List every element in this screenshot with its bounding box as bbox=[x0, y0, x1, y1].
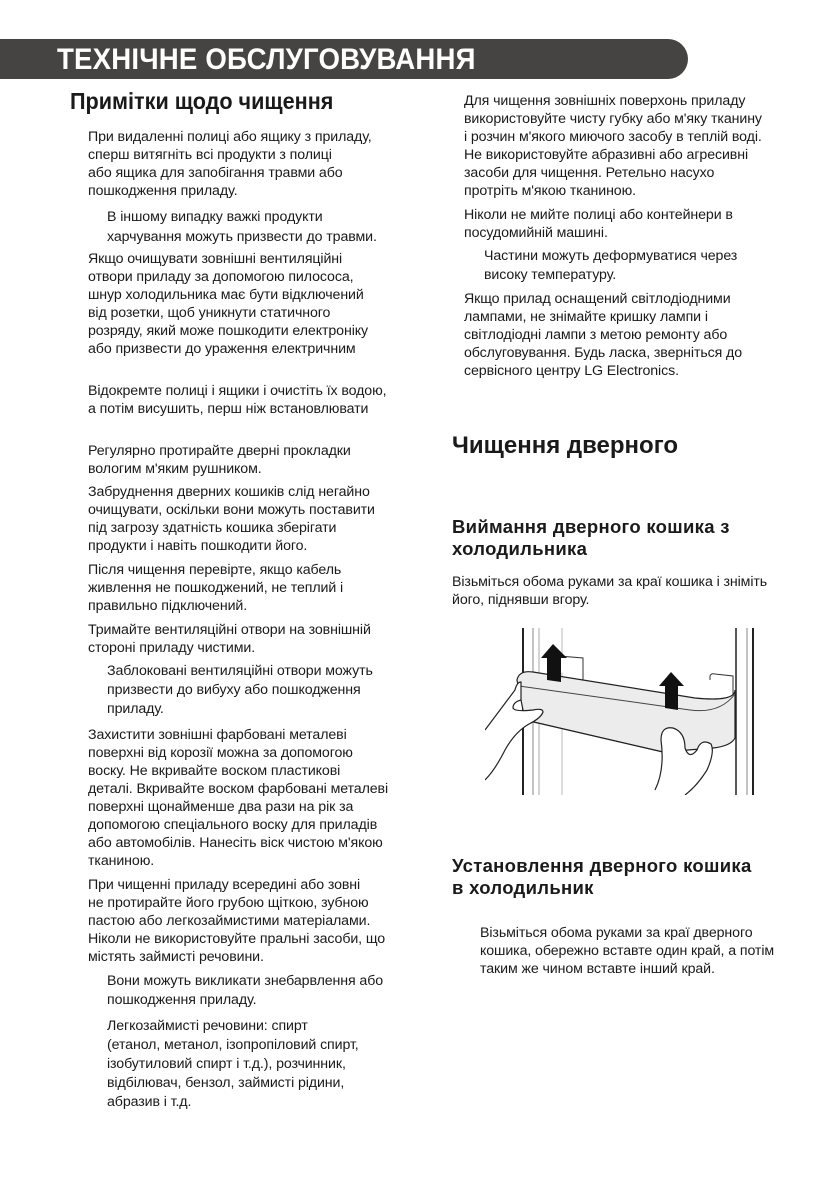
text-line: а потім висушить, перш ніж встановлювати bbox=[88, 401, 369, 417]
text-line: отвори приладу за допомогою пилососа, bbox=[88, 269, 354, 285]
text-line: і розчин м'якого миючого засобу в теплій воді. bbox=[464, 129, 762, 145]
cleaning-notes-heading: Примітки щодо чищення bbox=[70, 88, 334, 114]
text-line: абразив і т.д. bbox=[107, 1094, 192, 1110]
paragraph bbox=[464, 290, 742, 380]
paragraph bbox=[88, 483, 375, 555]
paragraph bbox=[88, 442, 351, 478]
note-paragraph bbox=[107, 662, 373, 719]
door-basket-removal-illustration bbox=[485, 620, 755, 795]
text-line: В іншому випадку важкі продукти bbox=[107, 209, 323, 225]
text-line: Частини можуть деформуватися через bbox=[484, 248, 738, 264]
hands-lifting-basket-icon bbox=[485, 620, 755, 795]
heading-line: Установлення дверного кошика bbox=[452, 855, 752, 876]
text-line: сервісного центру LG Electronics. bbox=[464, 363, 679, 379]
text-line: світлодіодні лампи з метою ремонту або bbox=[464, 327, 728, 343]
text-line: Для чищення зовнішніх поверхонь приладу bbox=[464, 93, 746, 109]
text-line: При чищенні приладу всередині або зовні bbox=[88, 877, 361, 893]
text-line: стороні приладу чистими. bbox=[88, 640, 256, 656]
text-line: Якщо очищувати зовнішні вентиляційні bbox=[88, 251, 343, 267]
text-line: допомогою спеціального воску для приладів bbox=[88, 817, 378, 833]
text-line: або ящика для запобігання травми або bbox=[88, 165, 343, 181]
text-line: таким же чином вставте інший край. bbox=[480, 961, 715, 977]
text-line: Ніколи не мийте полиці або контейнери в bbox=[464, 207, 733, 223]
text-line: містять займисті речовини. bbox=[88, 949, 264, 965]
text-line: Візьміться обома руками за краї дверного bbox=[480, 925, 753, 941]
text-line: деталі. Вкривайте воском фарбовані металеві bbox=[88, 781, 389, 797]
paragraph bbox=[88, 876, 385, 966]
text-line: обслуговування. Будь ласка, зверніться до bbox=[464, 345, 743, 361]
text-line: Ніколи не використовуйте пральні засоби, що bbox=[88, 931, 386, 947]
text-line: При видаленні полиці або ящику з приладу, bbox=[88, 129, 372, 145]
text-line: поверхні від корозії можна за допомогою bbox=[88, 745, 353, 761]
text-line: пошкодження приладу. bbox=[88, 183, 238, 199]
paragraph bbox=[88, 128, 372, 200]
text-line: приладу. bbox=[107, 701, 164, 717]
text-line: Не використовуйте абразивні або агресивні bbox=[464, 147, 749, 163]
text-line: Вони можуть викликати знебарвлення або bbox=[107, 973, 384, 989]
text-line: ізобутиловий спирт і т.д.), розчинник, bbox=[107, 1056, 346, 1072]
paragraph bbox=[88, 621, 371, 657]
note-paragraph bbox=[107, 207, 377, 247]
text-line: Після чищення перевірте, якщо кабель bbox=[88, 562, 342, 578]
text-line: засоби для чищення. Ретельно насухо bbox=[464, 165, 715, 181]
text-line: призвести до вибуху або пошкодження bbox=[107, 682, 361, 698]
text-line: Регулярно протирайте дверні прокладки bbox=[88, 443, 351, 459]
basket-removal-heading bbox=[452, 516, 730, 560]
text-line: Якщо прилад оснащений світлодіодними bbox=[464, 291, 731, 307]
text-line: не протирайте його грубою щіткою, зубною bbox=[88, 895, 369, 911]
text-line: Легкозаймисті речовини: спирт bbox=[107, 1018, 308, 1034]
text-line: Тримайте вентиляційні отвори на зовнішній bbox=[88, 622, 371, 638]
paragraph bbox=[464, 92, 762, 200]
text-line: його, піднявши вгору. bbox=[452, 592, 590, 608]
note-paragraph bbox=[107, 1017, 359, 1112]
text-line: Забруднення дверних кошиків слід негайно bbox=[88, 484, 370, 500]
text-line: кошика, обережно вставте один край, а потім bbox=[480, 943, 775, 959]
heading-line: холодильника bbox=[452, 538, 588, 559]
text-line: під загрозу здатність кошика зберігати bbox=[88, 520, 337, 536]
text-line: правильно підключений. bbox=[88, 598, 248, 614]
paragraph bbox=[88, 250, 368, 358]
basket-install-heading bbox=[452, 855, 752, 899]
note-paragraph bbox=[107, 972, 383, 1010]
text-line: Візьміться обома руками за краї кошика і зніміть bbox=[452, 574, 768, 590]
text-line: (етанол, метанол, ізопропіловий спирт, bbox=[107, 1037, 359, 1053]
text-line: пастою або легкозаймистими матеріалами. bbox=[88, 913, 371, 929]
text-line: Відокремте полиці і ящики і очистіть їх водою, bbox=[88, 383, 387, 399]
text-line: від розетки, щоб уникнути статичного bbox=[88, 305, 331, 321]
text-line: тканиною. bbox=[88, 853, 155, 869]
text-line: або призвести до ураження електричним bbox=[88, 341, 356, 357]
text-line: очищувати, оскільки вони можуть поставити bbox=[88, 502, 375, 518]
text-line: харчування можуть призвести до травми. bbox=[107, 229, 377, 245]
text-line: пошкодження приладу. bbox=[107, 992, 257, 1008]
paragraph bbox=[88, 382, 386, 418]
text-line: розряду, який може пошкодити електроніку bbox=[88, 323, 369, 339]
section-header-bar bbox=[0, 39, 688, 79]
door-cleaning-heading: Чищення дверного bbox=[452, 432, 679, 459]
heading-line: в холодильник bbox=[452, 877, 594, 898]
note-paragraph bbox=[484, 247, 737, 285]
text-line: протріть м'якою тканиною. bbox=[464, 183, 636, 199]
paragraph bbox=[88, 561, 343, 615]
text-line: сперш витягніть всі продукти з полиці bbox=[88, 147, 332, 163]
text-line: Заблоковані вентиляційні отвори можуть bbox=[107, 663, 373, 679]
text-line: або автомобілів. Нанесіть віск чистою м'якою bbox=[88, 835, 383, 851]
text-line: живлення не пошкоджений, не теплий і bbox=[88, 580, 344, 596]
paragraph bbox=[464, 206, 733, 242]
paragraph bbox=[88, 726, 388, 870]
install-instructions bbox=[480, 924, 774, 978]
text-line: посудомийній машині. bbox=[464, 225, 608, 241]
text-line: Захистити зовнішні фарбовані металеві bbox=[88, 727, 347, 743]
text-line: лампами, не знімайте кришку лампи і bbox=[464, 309, 708, 325]
text-line: високу температуру. bbox=[484, 267, 617, 283]
section-title: ТЕХНІЧНЕ ОБСЛУГОВУВАННЯ bbox=[57, 43, 476, 76]
text-line: продукти і навіть пошкодити його. bbox=[88, 538, 308, 554]
text-line: відбілювач, бензол, займисті рідини, bbox=[107, 1075, 345, 1091]
text-line: вологим м'яким рушником. bbox=[88, 461, 262, 477]
heading-line: Виймання дверного кошика з bbox=[452, 516, 730, 537]
text-line: використовуйте чисту губку або м'яку тканину bbox=[464, 111, 762, 127]
text-line: поверхні щонайменше два рази на рік за bbox=[88, 799, 354, 815]
text-line: шнур холодильника має бути відключений bbox=[88, 287, 364, 303]
removal-instructions bbox=[452, 573, 767, 609]
text-line: воску. Не вкривайте воском пластикові bbox=[88, 763, 341, 779]
